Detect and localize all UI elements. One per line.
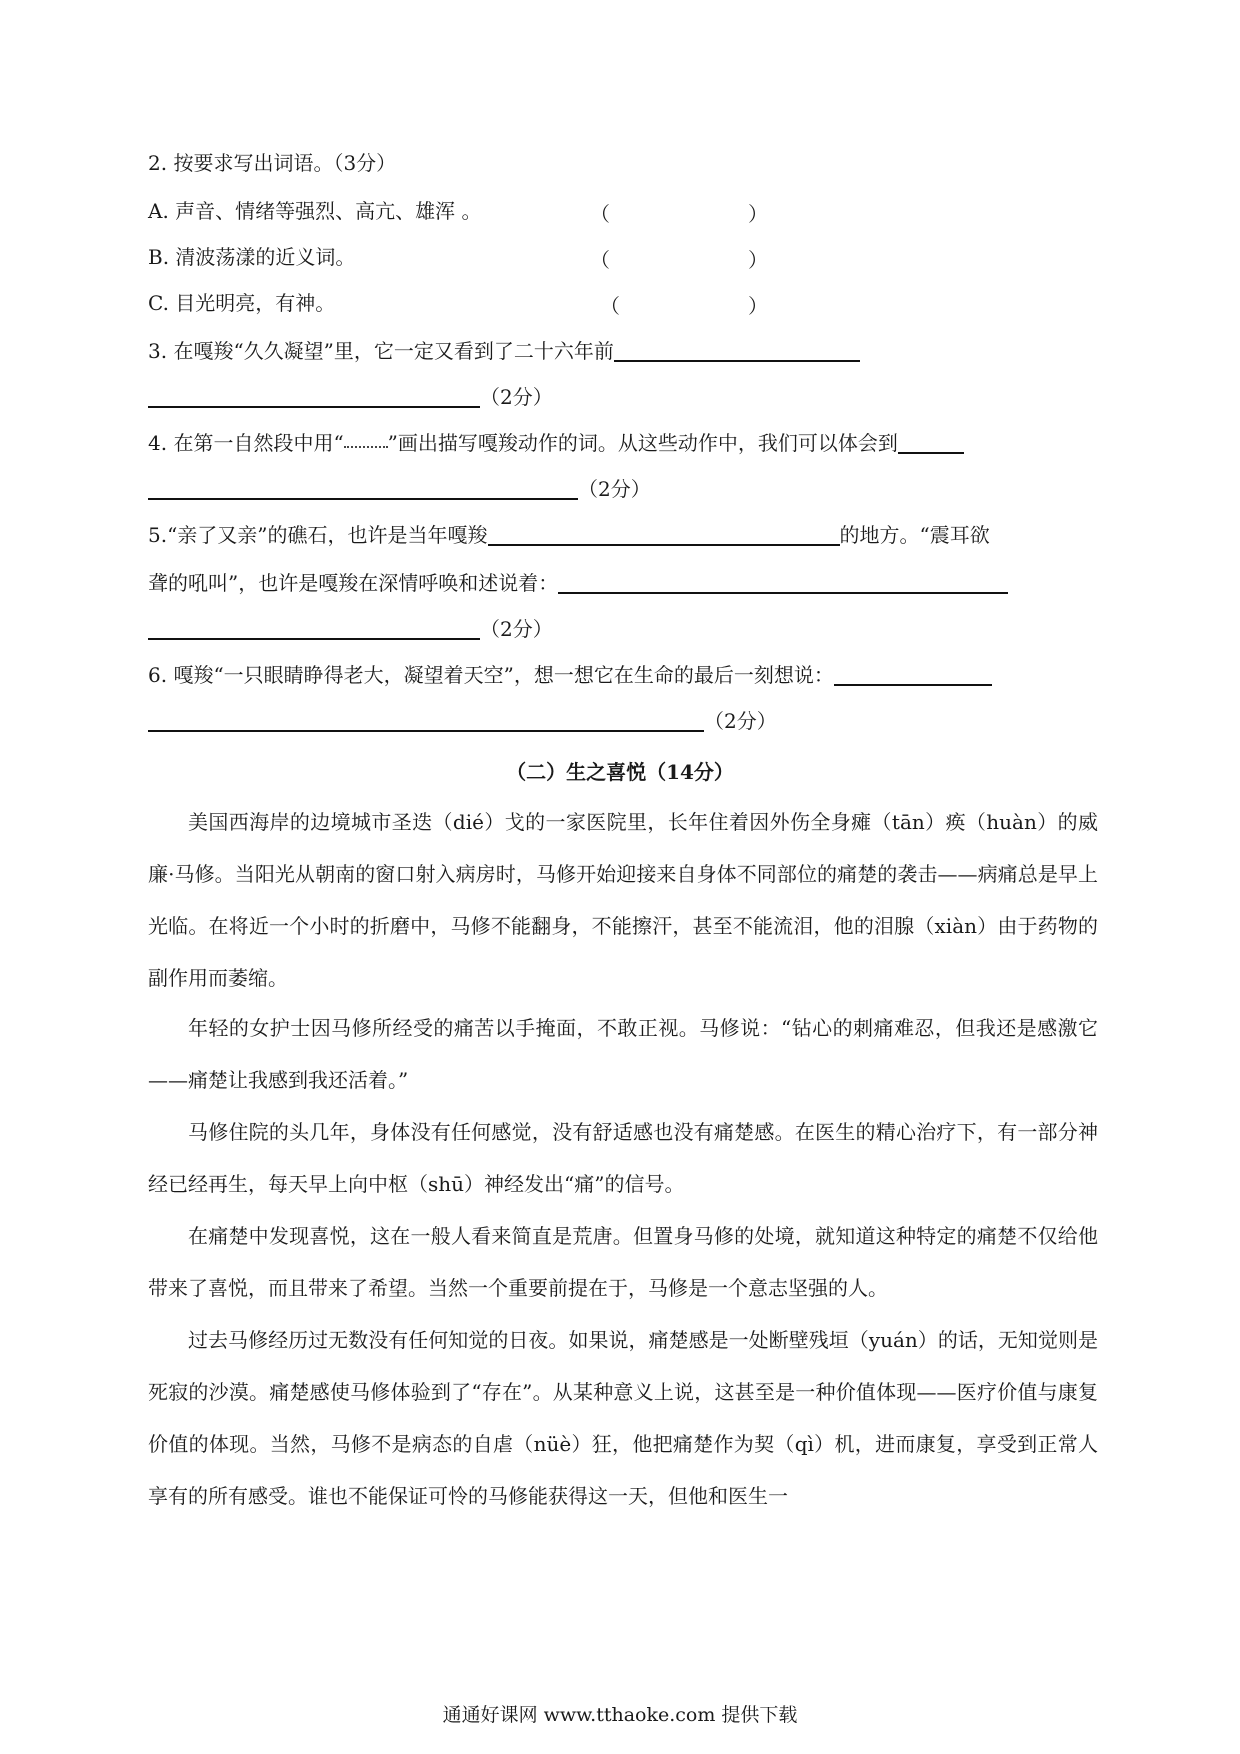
paren-open: （	[600, 294, 620, 318]
paren-close: ）	[748, 294, 768, 318]
question-4	[148, 428, 1100, 458]
question-5-text-c: 聋的吼叫”，也许是嘎羧在深情呼唤和述说着：	[148, 571, 559, 595]
section-title: （二）生之喜悦（14分）	[506, 760, 734, 784]
question-4-cont	[148, 474, 1100, 504]
wavy-underline-mark	[344, 434, 388, 448]
passage-paragraph: 马修住院的头几年，身体没有任何感觉，没有舒适感也没有痛楚感。在医生的精心治疗下，有一部分神经已经再生，每天早上向中枢（shū）神经发出“痛”的信号。	[148, 1120, 1098, 1196]
question-5	[148, 520, 1100, 550]
question-3	[148, 336, 1100, 366]
question-5-text-a: 5.“亲了又亲”的礁石，也许是当年嘎羧	[148, 523, 488, 547]
question-2-c: C. 目光明亮，有神。	[148, 291, 336, 315]
question-6	[148, 660, 1100, 690]
paren-open: （	[590, 202, 610, 226]
paren-close: ）	[748, 202, 768, 226]
question-6-text: 6. 嘎羧“一只眼睛睁得老大，凝望着天空”，想一想它在生命的最后一刻想说：	[148, 663, 834, 687]
passage-paragraph: 在痛楚中发现喜悦，这在一般人看来简直是荒唐。但置身马修的处境，就知道这种特定的痛楚不仅给他带来了喜悦，而且带来了希望。当然一个重要前提在于，马修是一个意志坚强的人。	[148, 1224, 1098, 1300]
question-5-cont	[148, 614, 1100, 644]
question-2-b: B. 清波荡漾的近义词。	[148, 245, 356, 269]
answer-blank[interactable]	[488, 520, 840, 546]
question-3-text: 3. 在嘎羧“久久凝望”里，它一定又看到了二十六年前	[148, 339, 614, 363]
question-3-cont	[148, 382, 1100, 412]
answer-blank[interactable]	[148, 614, 480, 640]
question-5-text-b: 的地方。“震耳欲	[839, 523, 990, 547]
answer-blank[interactable]	[148, 706, 704, 732]
footer-text: 通通好课网 www.tthaoke.com 提供下载	[442, 1704, 798, 1726]
answer-blank[interactable]	[558, 568, 1008, 594]
answer-blank[interactable]	[148, 474, 578, 500]
passage-paragraph: 年轻的女护士因马修所经受的痛苦以手掩面，不敢正视。马修说：“钻心的刺痛难忍，但我还是感激它——痛楚让我感到我还活着。”	[148, 1016, 1098, 1092]
question-5-line-2	[148, 568, 1100, 598]
score-label: （2分）	[480, 617, 553, 641]
question-4-text-b: ”画出描写嘎羧动作的词。从这些动作中，我们可以体会到	[387, 431, 898, 455]
question-2-a: A. 声音、情绪等强烈、高亢、雄浑 。	[148, 199, 482, 223]
score-label: （2分）	[704, 709, 777, 733]
answer-blank[interactable]	[614, 336, 860, 362]
score-label: （2分）	[578, 477, 651, 501]
question-6-cont	[148, 706, 1100, 736]
score-label: （2分）	[480, 385, 553, 409]
paren-open: （	[590, 248, 610, 272]
question-2-title: 2. 按要求写出词语。（3分）	[148, 151, 397, 175]
question-4-text-a: 4. 在第一自然段中用“	[148, 431, 344, 455]
passage-paragraph: 过去马修经历过无数没有任何知觉的日夜。如果说，痛楚感是一处断壁残垣（yuán）的话，无知觉则是死寂的沙漠。痛楚感使马修体验到了“存在”。从某种意义上说，这甚至是一种价值体现——医疗价值与康复价值的体现。当然，马修不是病态的自虐（nüè）狂，他把痛楚作为契（qì）机，进而康复，享受到正常人享有的所有感受。谁也不能保证可怜的马修能获得这一天，但他和医生一	[148, 1328, 1098, 1508]
answer-blank[interactable]	[898, 428, 964, 454]
answer-blank[interactable]	[834, 660, 992, 686]
passage-paragraph: 美国西海岸的边境城市圣迭（dié）戈的一家医院里，长年住着因外伤全身瘫（tān）痪（huàn）的威廉·马修。当阳光从朝南的窗口射入病房时，马修开始迎接来自身体不同部位的痛楚的袭击——病痛总是早上光临。在将近一个小时的折磨中，马修不能翻身，不能擦汗，甚至不能流泪，他的泪腺（xiàn）由于药物的副作用而萎缩。	[148, 810, 1098, 990]
paren-close: ）	[748, 248, 768, 272]
answer-blank[interactable]	[148, 382, 480, 408]
